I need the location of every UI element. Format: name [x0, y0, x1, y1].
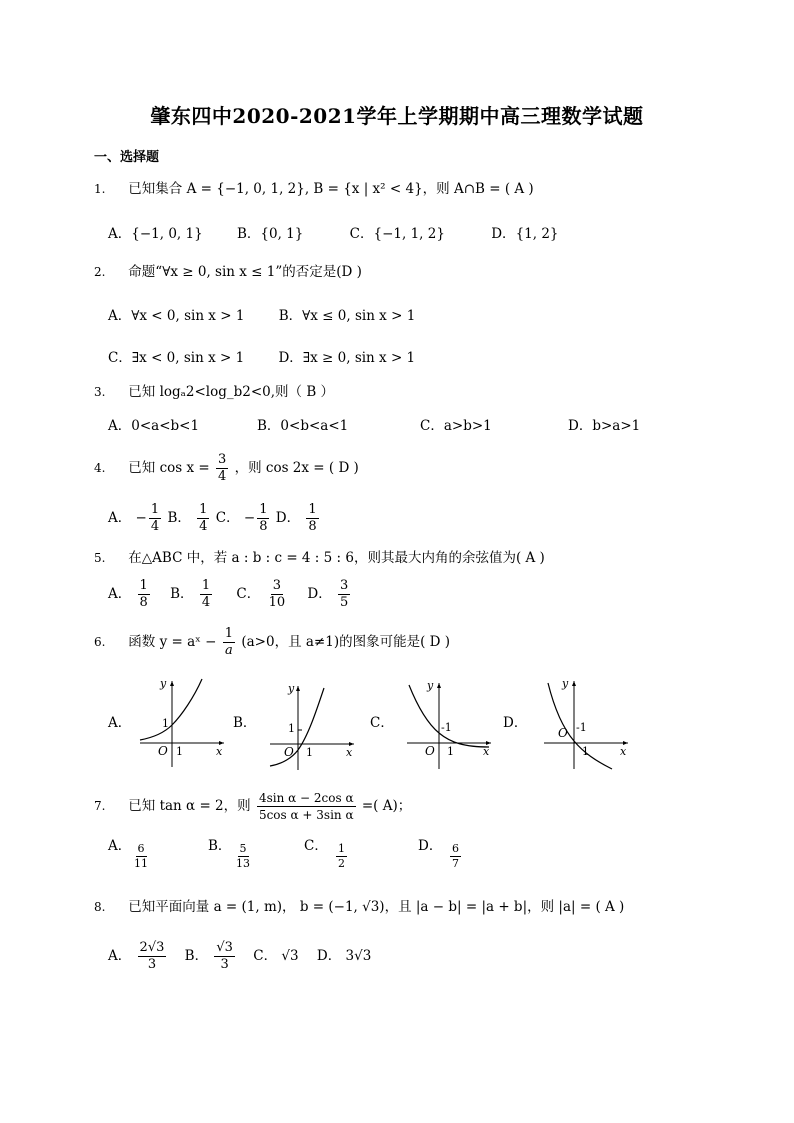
option-b-label: B．	[278, 308, 303, 324]
question-8	[94, 898, 624, 916]
option-c-label: C．	[349, 226, 374, 242]
question-number: 2.	[94, 265, 106, 279]
option-c-label: C．	[108, 350, 132, 366]
option-b-label: B．	[236, 226, 261, 242]
x-label: x	[346, 746, 353, 759]
option-a: A．0<a<b<1	[108, 418, 200, 434]
question-text-post: (a>0，且 a≠1)的图象可能是( D )	[241, 634, 451, 650]
origin-label: O	[158, 744, 168, 758]
option-a-label: A．	[108, 510, 132, 526]
fraction: $\frac{1}{a}$	[224, 626, 234, 658]
question-text-pre: 函数 y = aˣ −	[128, 634, 217, 650]
option-d: D．b>a>1	[568, 418, 641, 434]
option-b: B．0<b<a<1	[257, 418, 349, 434]
question-5	[94, 549, 545, 567]
y-axis-arrow	[170, 681, 174, 686]
tick-label-y: -1	[576, 721, 587, 734]
option-b-label: B．	[208, 838, 232, 854]
x-label: x	[620, 745, 627, 758]
x-label: x	[216, 745, 223, 758]
option-b-fraction: $\frac{1}{4}$	[201, 578, 211, 610]
y-label: y	[288, 682, 295, 695]
y-axis-arrow	[296, 686, 300, 691]
question-text-pre: 已知 tan α = 2，则	[128, 798, 251, 814]
option-a-label: A．	[108, 948, 132, 964]
section-heading: 一、选择题	[94, 150, 160, 165]
minus-sign: −	[243, 510, 256, 526]
option-c-value: {−1, 1, 2}	[373, 226, 445, 242]
question-text: 已知集合 A = {−1, 0, 1, 2}, B = {x | x² < 4}，则 A∩B = ( A )	[128, 181, 534, 197]
option-d-label: D．	[503, 715, 528, 731]
question-number: 7.	[94, 799, 106, 813]
question-2-options-row1	[108, 304, 429, 324]
option-d-label: D．	[418, 838, 443, 854]
question-number: 6.	[94, 635, 106, 649]
option-a-label: A．	[108, 586, 132, 602]
option-d-fraction: $\frac{3}{5}$	[340, 578, 349, 610]
page-title: 肇东四中2020-2021学年上学期期中高三理数学试题	[150, 104, 644, 128]
question-3	[94, 383, 334, 401]
option-c-fraction: $\frac{1}{8}$	[259, 502, 268, 534]
option-d-label: D．	[307, 586, 332, 602]
tick-label-y: -1	[441, 721, 452, 734]
question-2	[94, 263, 362, 281]
question-2-options-row2	[108, 346, 429, 366]
question-text: 已知平面向量 a = (1, m)， b = (−1, √3)，且 |a − b| = |a + b|，则 |a| = ( A )	[128, 899, 625, 915]
option-b-fraction: $\frac{1}{4}$	[199, 502, 208, 534]
question-4-options	[108, 502, 321, 535]
origin-label: O	[284, 745, 294, 759]
question-text: 命题“∀x ≥ 0, sin x ≤ 1”的否定是(D )	[128, 264, 362, 280]
option-c-label: C．	[370, 715, 394, 731]
question-number: 5.	[94, 551, 106, 565]
option-b-label: B．	[184, 948, 209, 964]
option-b-fraction: $\frac{√3}{3}$	[216, 940, 233, 972]
origin-label: O	[425, 744, 435, 758]
option-c-label: C．	[253, 948, 278, 964]
option-c-label: C．	[236, 586, 261, 602]
question-text-post: ，则 cos 2x = ( D )	[234, 460, 359, 476]
option-d-label: D．	[275, 510, 301, 526]
question-number: 1.	[94, 182, 106, 196]
question-5-options	[108, 578, 352, 611]
option-a-label: A．	[108, 226, 132, 242]
option-d-label: D．	[278, 350, 303, 366]
option-d-value: {1, 2}	[515, 226, 559, 242]
tick-label-x: 1	[306, 746, 313, 759]
question-number: 8.	[94, 900, 106, 914]
option-c-label: C．	[304, 838, 328, 854]
question-4	[94, 452, 359, 485]
origin-label: O	[558, 726, 568, 740]
tick-label-x: 1	[447, 745, 454, 758]
option-c-value: ∃x < 0, sin x > 1	[131, 350, 245, 366]
option-c-label: C．	[215, 510, 240, 526]
fraction: $\frac{\text{4sin α − 2cos α}}{\text{5cos α + 3sin α}}$	[258, 791, 354, 822]
question-number: 4.	[94, 461, 106, 475]
tick-label-y: 1	[288, 722, 295, 735]
fraction: $\frac{3}{4}$	[218, 452, 227, 484]
curve	[270, 688, 324, 766]
option-d-label: D．	[491, 226, 516, 242]
option-a-value: ∀x < 0, sin x > 1	[131, 308, 245, 324]
graph-d	[540, 675, 635, 775]
option-a-fraction: $\frac{1}{4}$	[150, 502, 160, 534]
option-a-label: A．	[108, 715, 132, 731]
option-c: C．a>b>1	[420, 418, 492, 434]
option-b-label: B．	[167, 510, 191, 526]
question-text: 在△ABC 中，若 a : b : c = 4 : 5 : 6，则其最大内角的余弦值为( A )	[128, 550, 545, 566]
option-b-label: B．	[233, 715, 257, 731]
option-d-value: ∃x ≥ 0, sin x > 1	[302, 350, 416, 366]
option-b-value: ∀x ≤ 0, sin x > 1	[302, 308, 416, 324]
question-text: 已知 logₐ2<log_b2<0,则（ B ）	[128, 384, 335, 400]
option-a-label: A．	[108, 308, 132, 324]
option-c-fraction: $\frac{3}{10}$	[268, 578, 286, 610]
tick-label-y: 1	[162, 717, 169, 730]
y-label: y	[160, 677, 167, 690]
option-d-fraction: $\frac{1}{8}$	[308, 502, 317, 534]
y-axis-arrow	[437, 683, 441, 688]
option-a-fraction: $\frac{2√3}{3}$	[139, 940, 165, 972]
question-1	[94, 180, 534, 198]
graph-b	[266, 680, 361, 775]
question-number: 3.	[94, 385, 106, 399]
curve	[140, 679, 202, 740]
option-d-value: 3√3	[345, 948, 372, 964]
tick-label-x: 1	[176, 745, 183, 758]
option-d-fraction: $\frac{6}{7}$	[452, 842, 459, 870]
option-a-fraction: $\frac{1}{8}$	[139, 578, 148, 610]
y-label: y	[427, 679, 434, 692]
minus-sign: −	[135, 510, 147, 526]
y-label: y	[562, 677, 569, 690]
question-text-pre: 已知 cos x =	[128, 460, 210, 476]
question-1-options	[108, 222, 573, 242]
option-c-value: √3	[281, 948, 299, 964]
curve	[409, 685, 489, 747]
tick-label-x: 1	[582, 745, 589, 758]
option-a-fraction: $\frac{6}{11}$	[134, 842, 148, 870]
option-a-label: A．	[108, 838, 132, 854]
question-8-options	[108, 940, 371, 973]
x-label: x	[483, 745, 490, 758]
option-b-value: {0, 1}	[260, 226, 304, 242]
option-b-label: B．	[170, 586, 194, 602]
y-axis-arrow	[572, 681, 576, 686]
option-d-label: D．	[316, 948, 342, 964]
option-b-fraction: $\frac{5}{13}$	[236, 842, 250, 870]
graph-a	[136, 675, 231, 770]
question-7	[94, 790, 411, 823]
question-6	[94, 626, 450, 659]
option-c-fraction: $\frac{1}{2}$	[338, 842, 345, 870]
option-a-value: {−1, 0, 1}	[131, 226, 203, 242]
question-text-post: =( A)；	[361, 798, 412, 814]
graph-c	[403, 677, 498, 772]
